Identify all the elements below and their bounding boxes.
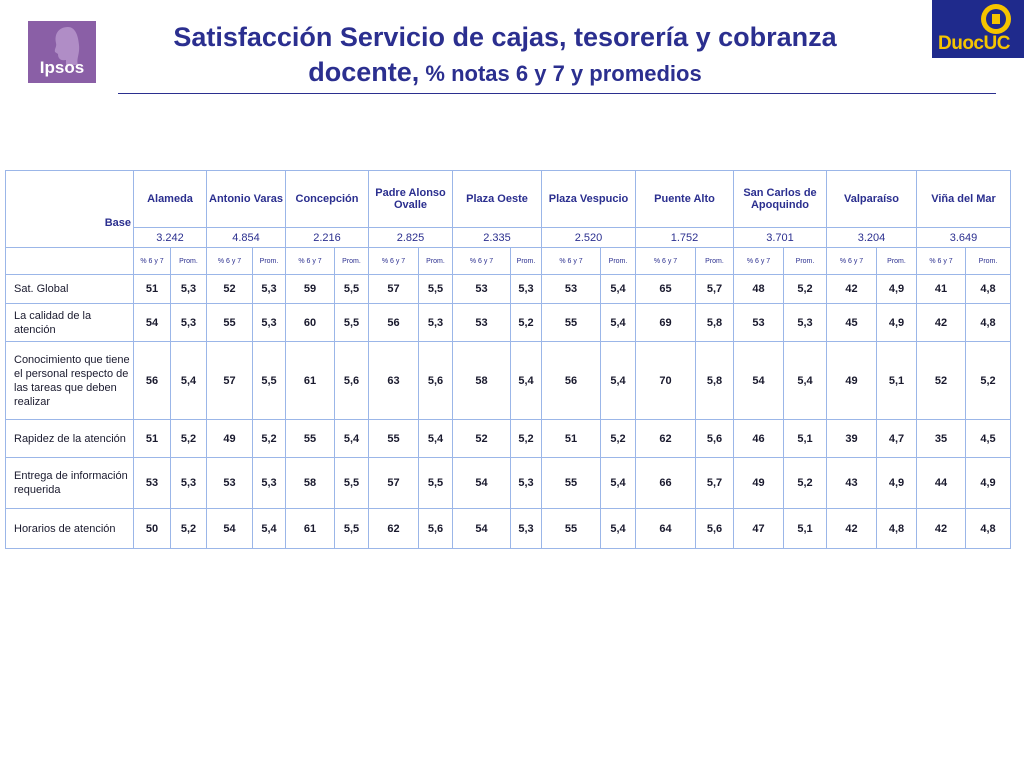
- avg-cell: 5,4: [601, 275, 636, 304]
- pct-cell: 56: [369, 304, 419, 342]
- subheader-row: [6, 248, 1011, 275]
- avg-cell: 5,3: [784, 304, 827, 342]
- pct-cell: 55: [207, 304, 253, 342]
- avg-cell: 5,4: [601, 342, 636, 420]
- base-value: 3.701: [734, 228, 827, 248]
- avg-cell: 5,2: [601, 420, 636, 458]
- avg-cell: 5,2: [511, 420, 542, 458]
- avg-cell: 5,5: [335, 509, 369, 549]
- avg-cell: 5,4: [253, 509, 286, 549]
- pct-cell: 66: [636, 458, 696, 509]
- subheader-prom: Prom.: [511, 248, 542, 275]
- avg-cell: 5,3: [253, 275, 286, 304]
- avg-cell: 5,5: [419, 458, 453, 509]
- avg-cell: 5,3: [511, 458, 542, 509]
- pct-cell: 51: [542, 420, 601, 458]
- base-value: 3.204: [827, 228, 917, 248]
- col-header-plaza-oeste: Plaza Oeste: [453, 171, 542, 228]
- avg-cell: 5,4: [601, 458, 636, 509]
- avg-cell: 5,3: [419, 304, 453, 342]
- avg-cell: 5,4: [335, 420, 369, 458]
- pct-cell: 55: [542, 509, 601, 549]
- pct-cell: 53: [453, 304, 511, 342]
- pct-cell: 57: [207, 342, 253, 420]
- avg-cell: 5,4: [601, 509, 636, 549]
- pct-cell: 55: [542, 304, 601, 342]
- pct-cell: 45: [827, 304, 877, 342]
- subheader-pct: % 6 y 7: [542, 248, 601, 275]
- avg-cell: 4,8: [966, 304, 1011, 342]
- pct-cell: 49: [734, 458, 784, 509]
- pct-cell: 58: [286, 458, 335, 509]
- pct-cell: 70: [636, 342, 696, 420]
- pct-cell: 42: [917, 304, 966, 342]
- base-label: Base: [6, 171, 134, 248]
- subheader-empty: [6, 248, 134, 275]
- pct-cell: 52: [207, 275, 253, 304]
- avg-cell: 5,4: [419, 420, 453, 458]
- avg-cell: 5,2: [171, 509, 207, 549]
- col-header-san-carlos: San Carlos de Apoquindo: [734, 171, 827, 228]
- pct-cell: 53: [207, 458, 253, 509]
- subheader-pct: % 6 y 7: [827, 248, 877, 275]
- avg-cell: 5,5: [335, 275, 369, 304]
- header-row: [6, 171, 1011, 228]
- subheader-prom: Prom.: [696, 248, 734, 275]
- avg-cell: 5,5: [253, 342, 286, 420]
- avg-cell: 5,4: [511, 342, 542, 420]
- pct-cell: 53: [134, 458, 171, 509]
- pct-cell: 62: [636, 420, 696, 458]
- pct-cell: 57: [369, 458, 419, 509]
- pct-cell: 49: [207, 420, 253, 458]
- slide-title-line1: Satisfacción Servicio de cajas, tesorería y cobranza: [173, 22, 837, 52]
- avg-cell: 5,4: [601, 304, 636, 342]
- avg-cell: 5,6: [419, 509, 453, 549]
- pct-cell: 39: [827, 420, 877, 458]
- subheader-prom: Prom.: [601, 248, 636, 275]
- satisfaction-table: [5, 170, 1011, 549]
- base-value: 3.242: [134, 228, 207, 248]
- row-label: Rapidez de la atención: [6, 420, 134, 458]
- avg-cell: 5,5: [335, 458, 369, 509]
- pct-cell: 42: [917, 509, 966, 549]
- col-header-alameda: Alameda: [134, 171, 207, 228]
- pct-cell: 44: [917, 458, 966, 509]
- subheader-prom: Prom.: [419, 248, 453, 275]
- pct-cell: 43: [827, 458, 877, 509]
- pct-cell: 48: [734, 275, 784, 304]
- col-header-concepcion: Concepción: [286, 171, 369, 228]
- avg-cell: 5,2: [511, 304, 542, 342]
- pct-cell: 60: [286, 304, 335, 342]
- subheader-pct: % 6 y 7: [286, 248, 335, 275]
- base-row: [6, 228, 1011, 248]
- base-value: 2.335: [453, 228, 542, 248]
- pct-cell: 55: [286, 420, 335, 458]
- base-value: 2.520: [542, 228, 636, 248]
- col-header-antonio-varas: Antonio Varas: [207, 171, 286, 228]
- avg-cell: 5,4: [784, 342, 827, 420]
- pct-cell: 54: [207, 509, 253, 549]
- avg-cell: 5,3: [171, 458, 207, 509]
- pct-cell: 54: [453, 509, 511, 549]
- base-value: 2.825: [369, 228, 453, 248]
- avg-cell: 4,8: [966, 275, 1011, 304]
- avg-cell: 5,3: [511, 509, 542, 549]
- avg-cell: 5,4: [171, 342, 207, 420]
- pct-cell: 59: [286, 275, 335, 304]
- pct-cell: 63: [369, 342, 419, 420]
- pct-cell: 54: [734, 342, 784, 420]
- avg-cell: 5,5: [335, 304, 369, 342]
- pct-cell: 65: [636, 275, 696, 304]
- table-row: [6, 342, 1011, 420]
- avg-cell: 5,3: [171, 304, 207, 342]
- title-main-part: docente,: [308, 57, 420, 87]
- pct-cell: 61: [286, 342, 335, 420]
- duoc-logo-text: DuocUC: [938, 33, 1010, 54]
- avg-cell: 5,7: [696, 275, 734, 304]
- subheader-pct: % 6 y 7: [636, 248, 696, 275]
- pct-cell: 52: [917, 342, 966, 420]
- avg-cell: 5,3: [253, 458, 286, 509]
- col-header-valparaiso: Valparaíso: [827, 171, 917, 228]
- subheader-prom: Prom.: [253, 248, 286, 275]
- avg-cell: 5,2: [784, 458, 827, 509]
- table-row: [6, 509, 1011, 549]
- pct-cell: 53: [453, 275, 511, 304]
- pct-cell: 52: [453, 420, 511, 458]
- avg-cell: 5,3: [171, 275, 207, 304]
- ipsos-logo: [28, 21, 96, 83]
- pct-cell: 56: [134, 342, 171, 420]
- avg-cell: 4,9: [877, 304, 917, 342]
- avg-cell: 5,2: [171, 420, 207, 458]
- pct-cell: 54: [134, 304, 171, 342]
- subheader-prom: Prom.: [966, 248, 1011, 275]
- row-label: Sat. Global: [6, 275, 134, 304]
- pct-cell: 51: [134, 420, 171, 458]
- subheader-pct: % 6 y 7: [917, 248, 966, 275]
- table-row: [6, 420, 1011, 458]
- avg-cell: 5,8: [696, 342, 734, 420]
- pct-cell: 46: [734, 420, 784, 458]
- subheader-prom: Prom.: [784, 248, 827, 275]
- pct-cell: 56: [542, 342, 601, 420]
- pct-cell: 49: [827, 342, 877, 420]
- pct-cell: 55: [542, 458, 601, 509]
- row-label: Conocimiento que tiene el personal respecto de las tareas que deben realizar: [6, 342, 134, 420]
- avg-cell: 4,9: [877, 275, 917, 304]
- pct-cell: 41: [917, 275, 966, 304]
- base-value: 2.216: [286, 228, 369, 248]
- pct-cell: 55: [369, 420, 419, 458]
- col-header-plaza-vespucio: Plaza Vespucio: [542, 171, 636, 228]
- table-body: [6, 275, 1011, 549]
- base-value: 4.854: [207, 228, 286, 248]
- pct-cell: 62: [369, 509, 419, 549]
- row-label: Entrega de información requerida: [6, 458, 134, 509]
- table-row: [6, 304, 1011, 342]
- subheader-pct: % 6 y 7: [453, 248, 511, 275]
- base-value: 1.752: [636, 228, 734, 248]
- avg-cell: 5,1: [784, 509, 827, 549]
- pct-cell: 53: [734, 304, 784, 342]
- base-value: 3.649: [917, 228, 1011, 248]
- avg-cell: 4,9: [877, 458, 917, 509]
- subheader-pct: % 6 y 7: [369, 248, 419, 275]
- subheader-pct: % 6 y 7: [207, 248, 253, 275]
- pct-cell: 47: [734, 509, 784, 549]
- avg-cell: 5,8: [696, 304, 734, 342]
- pct-cell: 61: [286, 509, 335, 549]
- avg-cell: 4,7: [877, 420, 917, 458]
- duoc-logo: [932, 0, 1024, 58]
- avg-cell: 5,2: [966, 342, 1011, 420]
- pct-cell: 35: [917, 420, 966, 458]
- col-header-padre-alonso-ovalle: Padre Alonso Ovalle: [369, 171, 453, 228]
- pct-cell: 42: [827, 509, 877, 549]
- pct-cell: 58: [453, 342, 511, 420]
- avg-cell: 4,8: [966, 509, 1011, 549]
- avg-cell: 5,6: [335, 342, 369, 420]
- avg-cell: 5,2: [253, 420, 286, 458]
- pct-cell: 54: [453, 458, 511, 509]
- table-row: [6, 275, 1011, 304]
- pct-cell: 64: [636, 509, 696, 549]
- pct-cell: 57: [369, 275, 419, 304]
- pct-cell: 50: [134, 509, 171, 549]
- pct-cell: 53: [542, 275, 601, 304]
- subheader-prom: Prom.: [335, 248, 369, 275]
- table-row: [6, 458, 1011, 509]
- row-label: Horarios de atención: [6, 509, 134, 549]
- pct-cell: 51: [134, 275, 171, 304]
- avg-cell: 5,7: [696, 458, 734, 509]
- avg-cell: 4,9: [966, 458, 1011, 509]
- avg-cell: 5,6: [696, 420, 734, 458]
- row-label: La calidad de la atención: [6, 304, 134, 342]
- avg-cell: 4,5: [966, 420, 1011, 458]
- pct-cell: 42: [827, 275, 877, 304]
- avg-cell: 5,1: [784, 420, 827, 458]
- avg-cell: 5,3: [511, 275, 542, 304]
- subheader-pct: % 6 y 7: [134, 248, 171, 275]
- col-header-puente-alto: Puente Alto: [636, 171, 734, 228]
- avg-cell: 4,8: [877, 509, 917, 549]
- title-divider: [118, 93, 996, 94]
- avg-cell: 5,5: [419, 275, 453, 304]
- subheader-prom: Prom.: [877, 248, 917, 275]
- ipsos-logo-text: Ipsos: [39, 58, 85, 77]
- avg-cell: 5,6: [696, 509, 734, 549]
- subheader-pct: % 6 y 7: [734, 248, 784, 275]
- avg-cell: 5,2: [784, 275, 827, 304]
- col-header-vina-del-mar: Viña del Mar: [917, 171, 1011, 228]
- title-subtitle-part: % notas 6 y 7 y promedios: [419, 61, 702, 86]
- avg-cell: 5,6: [419, 342, 453, 420]
- subheader-prom: Prom.: [171, 248, 207, 275]
- avg-cell: 5,3: [253, 304, 286, 342]
- pct-cell: 69: [636, 304, 696, 342]
- avg-cell: 5,1: [877, 342, 917, 420]
- slide-title-line2: [120, 57, 890, 88]
